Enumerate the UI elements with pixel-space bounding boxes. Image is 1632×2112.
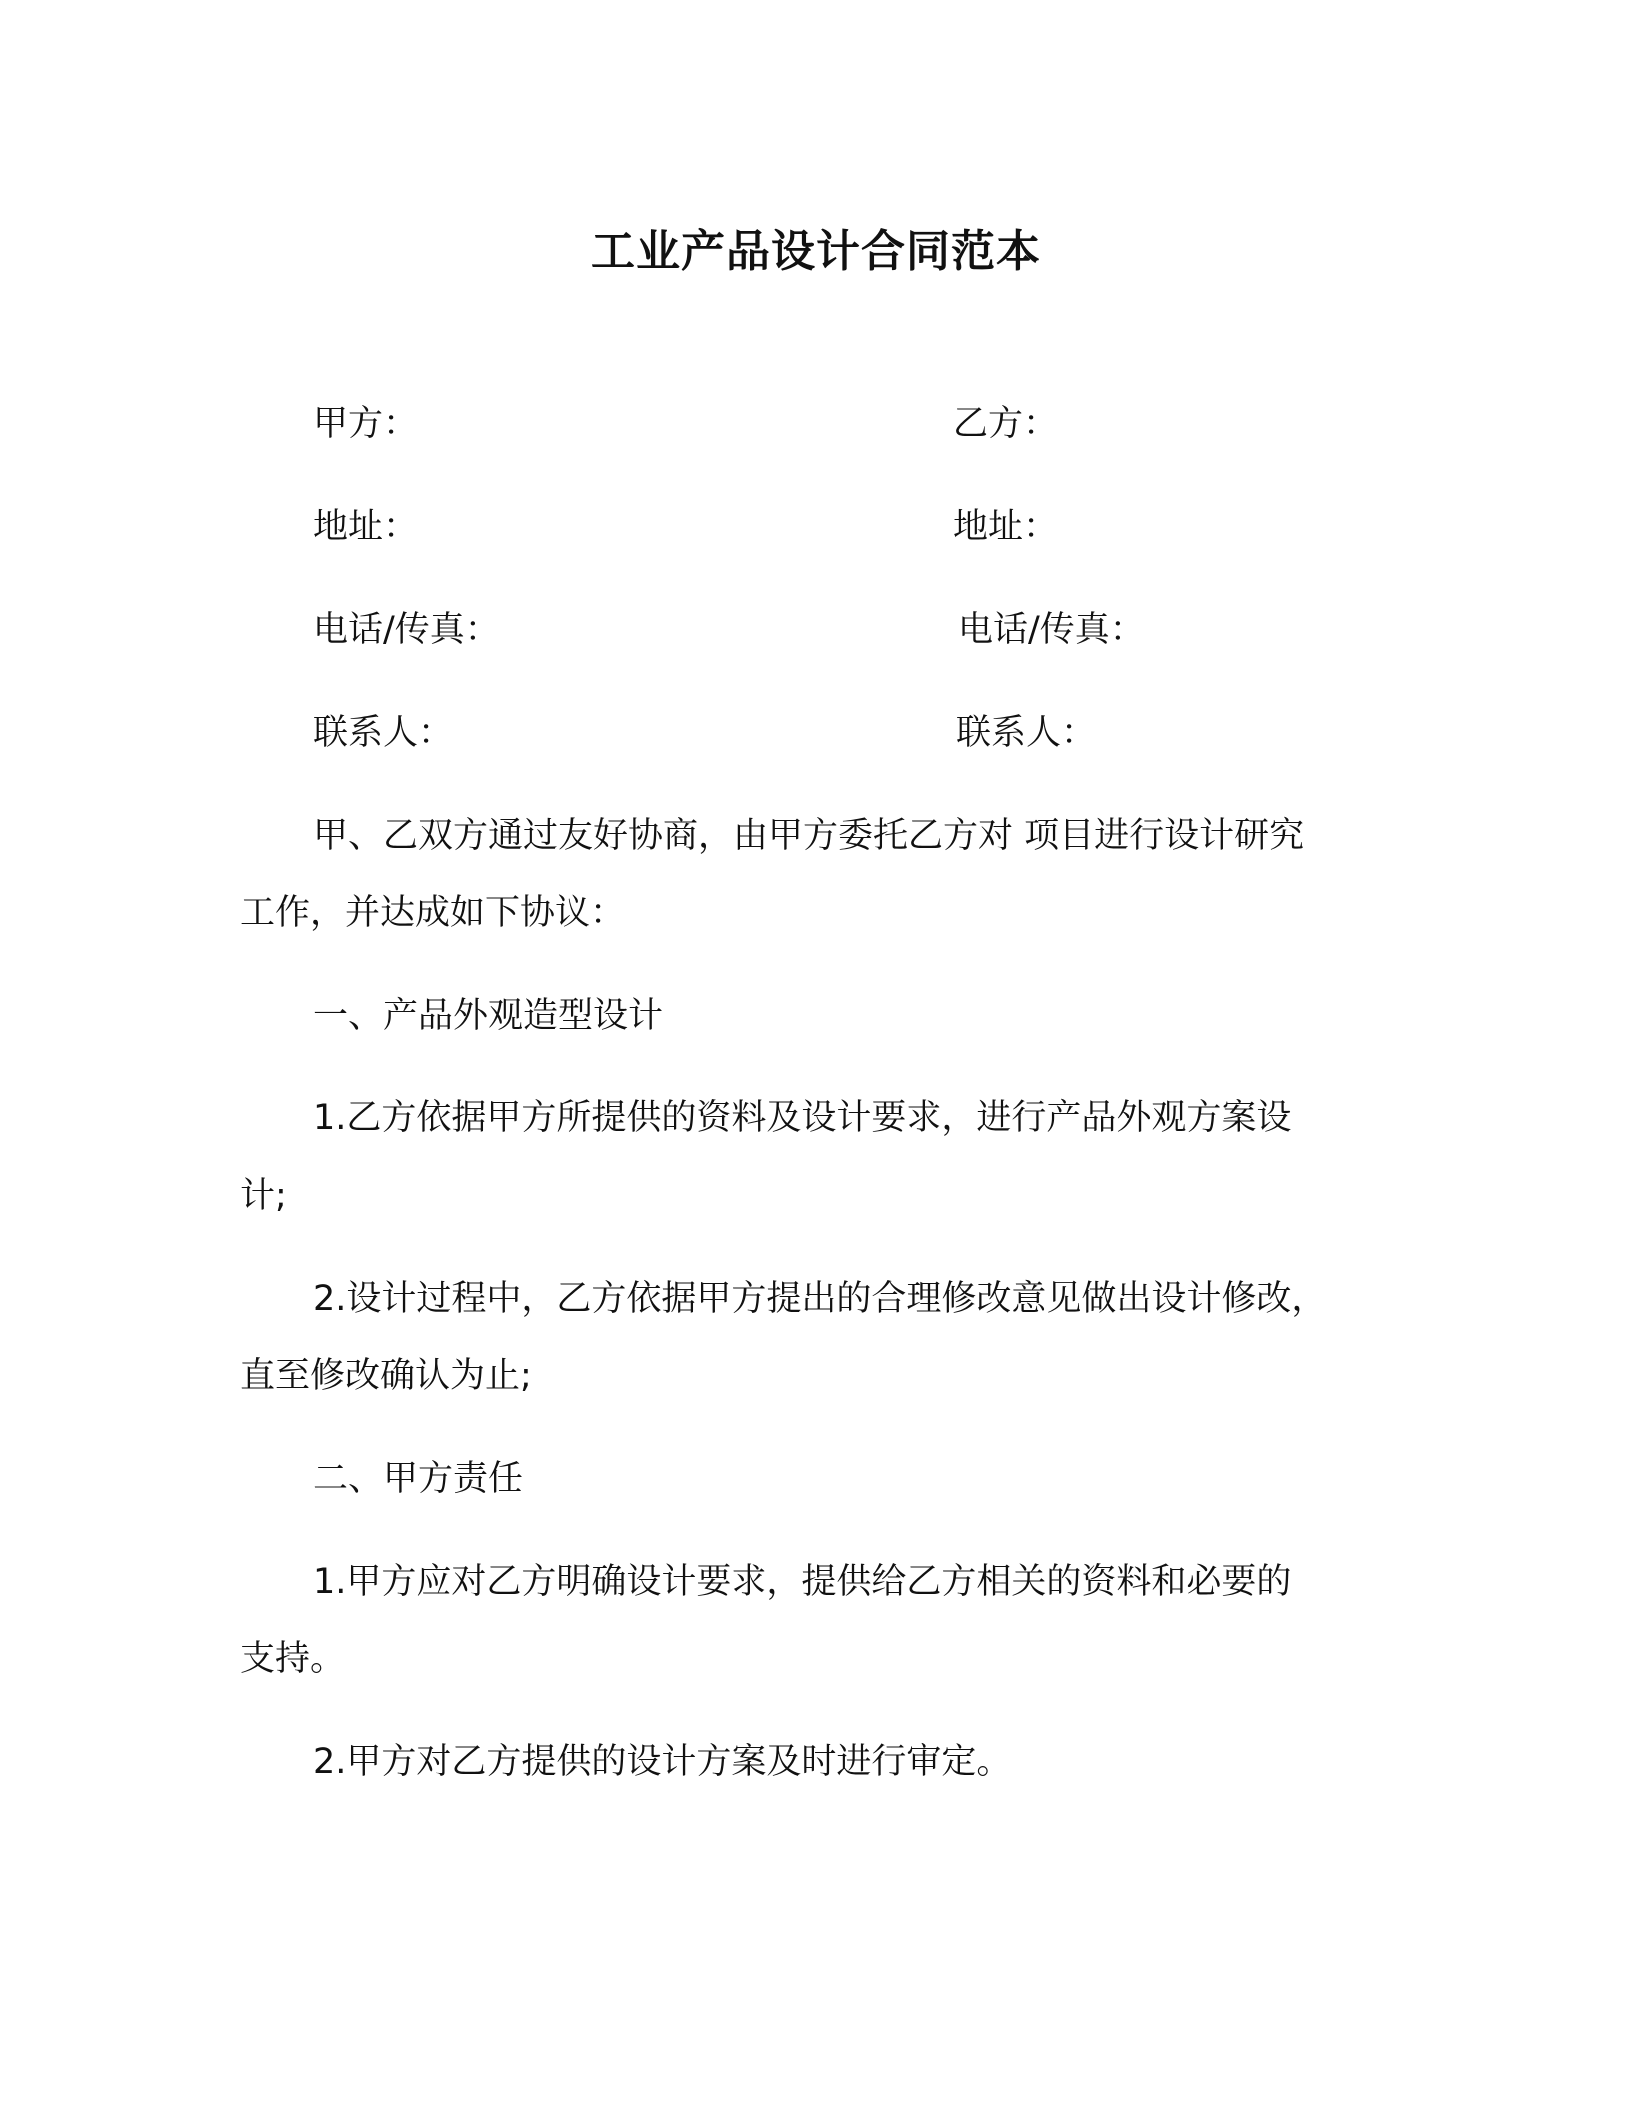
- party-a-address-label: 地址：: [313, 507, 419, 547]
- section-1-heading: 一、产品外观造型设计: [313, 996, 664, 1036]
- section-2-heading: 二、甲方责任: [313, 1459, 524, 1499]
- section-1-item-2-line-2: 直至修改确认为止;: [240, 1356, 532, 1396]
- party-a-phone-label: 电话/传真：: [313, 610, 500, 650]
- section-2-item-1-line-1: 1.甲方应对乙方明确设计要求，提供给乙方相关的资料和必要的: [313, 1562, 1292, 1602]
- intro-line-2: 工作，并达成如下协议：: [240, 893, 626, 933]
- section-2-item-2-line-1: 2.甲方对乙方提供的设计方案及时进行审定。: [313, 1742, 1012, 1782]
- section-1-item-2-line-1: 2.设计过程中，乙方依据甲方提出的合理修改意见做出设计修改，: [313, 1279, 1327, 1319]
- section-1-item-1-line-2: 计;: [240, 1176, 287, 1216]
- party-a-name-label: 甲方：: [313, 404, 419, 444]
- party-phone-row: [0, 604, 1632, 656]
- party-contact-row: [0, 707, 1632, 759]
- party-b-name-label: 乙方：: [953, 404, 1059, 444]
- party-b-address-label: 地址：: [953, 507, 1059, 547]
- section-1-item-1-line-1: 1.乙方依据甲方所提供的资料及设计要求，进行产品外观方案设: [313, 1098, 1292, 1138]
- party-a-contact-label: 联系人：: [313, 713, 454, 753]
- document-title: 工业产品设计合同范本: [591, 226, 1041, 277]
- party-address-row: [0, 501, 1632, 553]
- intro-line-1: 甲、乙双方通过友好协商，由甲方委托乙方对 项目进行设计研究: [313, 816, 1305, 856]
- party-b-phone-label: 电话/传真：: [958, 610, 1145, 650]
- section-2-item-1-line-2: 支持。: [240, 1639, 346, 1679]
- party-b-contact-label: 联系人：: [956, 713, 1097, 753]
- party-name-row: [0, 398, 1632, 450]
